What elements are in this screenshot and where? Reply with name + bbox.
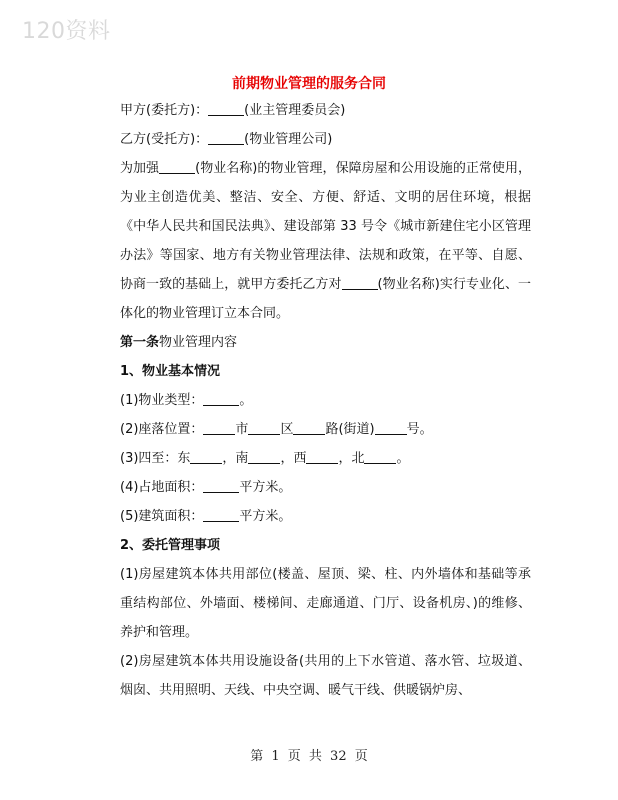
party-a-suffix: (业主管理委员会)	[244, 103, 346, 118]
item-boundary-end: 。	[396, 451, 410, 466]
item-land-area	[91, 473, 531, 502]
item-location-district: 区	[280, 422, 294, 437]
paragraph-shared-parts: (1)房屋建筑本体共用部位(楼盖、屋顶、梁、柱、内外墙体和基础等承重结构部位、外墙面、楼梯间、走廊通道、门厅、设备机房、)的维修、养护和管理。	[120, 567, 531, 640]
article-1-text: 物业管理内容	[159, 335, 238, 350]
item-building-area-prefix: (5)建筑面积：	[120, 509, 204, 524]
item-location-road: 路(街道)	[325, 422, 375, 437]
item-type-suffix: 。	[239, 393, 253, 408]
item-boundary-east: (3)四至：东	[120, 451, 191, 466]
page-footer: 第 1 页 共 32 页	[250, 749, 368, 764]
preamble-paragraph	[91, 154, 531, 328]
blank-field	[203, 480, 239, 493]
item-boundary-north: ，北	[338, 451, 365, 466]
item-boundary-south: ，南	[222, 451, 249, 466]
blank-field	[203, 393, 239, 406]
item-location	[91, 415, 531, 444]
item-boundary	[91, 444, 531, 473]
section-2-title: 2、委托管理事项	[120, 538, 221, 553]
party-b-prefix: 乙方(受托方)：	[120, 132, 209, 147]
blank-field	[190, 451, 222, 464]
blank-field	[248, 451, 280, 464]
preamble-part-3: (物业名称)实行专业化、一体化的物业管理订立本合同。	[120, 277, 531, 321]
item-building-area-suffix: 平方米。	[239, 509, 292, 524]
item-land-area-suffix: 平方米。	[239, 480, 292, 495]
blank-field	[364, 451, 396, 464]
blank-field	[203, 422, 235, 435]
blank-field	[208, 103, 244, 116]
blank-field	[208, 132, 244, 145]
item-type-prefix: (1)物业类型：	[120, 393, 204, 408]
article-1-label: 第一条	[120, 335, 160, 350]
item-location-prefix: (2)座落位置：	[120, 422, 204, 437]
blank-field	[159, 161, 195, 174]
page-title: 前期物业管理的服务合同	[232, 76, 386, 92]
item-location-city: 市	[235, 422, 249, 437]
party-a-prefix: 甲方(委托方)：	[120, 103, 209, 118]
preamble-part-1: 为加强	[120, 161, 160, 176]
blank-field	[306, 451, 338, 464]
article-1-heading	[91, 328, 531, 357]
item-land-area-prefix: (4)占地面积：	[120, 480, 204, 495]
party-a-line	[91, 96, 531, 125]
item-boundary-west: ，西	[280, 451, 307, 466]
item-location-number: 号。	[406, 422, 433, 437]
blank-field	[203, 509, 239, 522]
item-building-area	[91, 502, 531, 531]
blank-field	[342, 277, 378, 290]
blank-field	[293, 422, 325, 435]
section-1-title: 1、物业基本情况	[120, 364, 221, 379]
blank-field	[375, 422, 407, 435]
party-b-line	[91, 125, 531, 154]
item-property-type	[91, 386, 531, 415]
document-body	[91, 96, 531, 705]
watermark: 120资料	[22, 19, 111, 44]
party-b-suffix: (物业管理公司)	[244, 132, 333, 147]
paragraph-shared-facilities: (2)房屋建筑本体共用设施设备(共用的上下水管道、落水管、垃圾道、烟囱、共用照明、天线、中央空调、暖气干线、供暖锅炉房、	[120, 654, 531, 698]
blank-field	[248, 422, 280, 435]
preamble-part-2: (物业名称)的物业管理，保障房屋和公用设施的正常使用，为业主创造优美、整洁、安全、方便、舒适、文明的居住环境，根据《中华人民共和国民法典》、建设部第 33 号令《城市新建住宅小区管理办法》等国家、地方有关物业管理法律、法规和政策，在平等、自愿、协商一致的基础上，就甲方委托乙方对	[120, 161, 531, 292]
